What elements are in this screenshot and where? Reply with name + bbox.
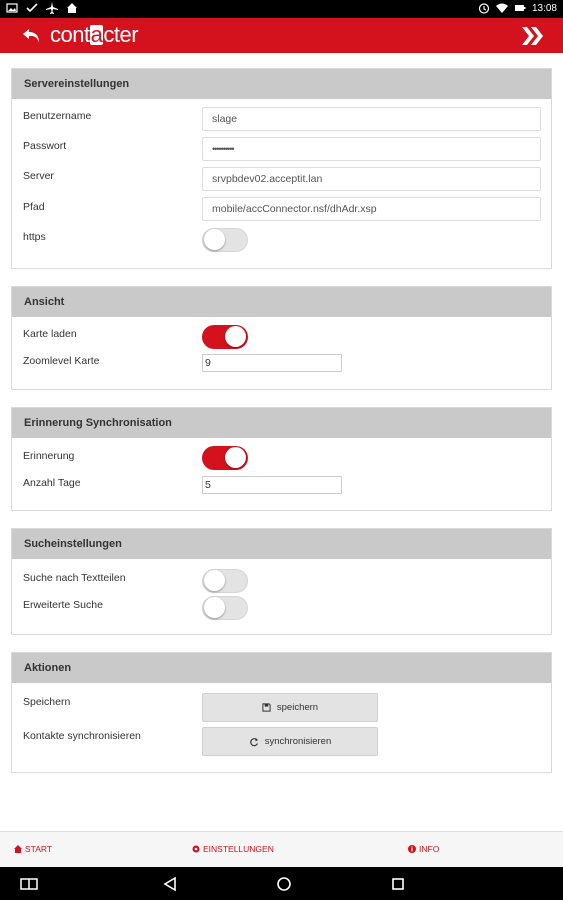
settings-content[interactable] xyxy=(0,53,563,831)
info-icon xyxy=(408,845,416,853)
split-screen-icon[interactable] xyxy=(20,875,38,893)
load-map-toggle[interactable] xyxy=(202,325,248,349)
search-settings-panel xyxy=(11,528,552,635)
https-toggle[interactable] xyxy=(202,228,248,252)
view-panel xyxy=(11,286,552,390)
https-label: https xyxy=(23,231,46,243)
sync-button-label: synchronisieren xyxy=(264,736,332,747)
refresh-icon xyxy=(249,737,259,747)
check-icon xyxy=(26,2,38,14)
partial-search-label: Suche nach Textteilen xyxy=(23,572,126,584)
nav-info[interactable] xyxy=(408,844,439,854)
panel-title: Sucheinstellungen xyxy=(12,529,551,559)
path-field[interactable]: mobile/accConnector.nsf/dhAdr.xsp xyxy=(202,197,541,221)
system-navigation-bar xyxy=(0,867,563,900)
status-time: 13:08 xyxy=(531,2,557,14)
back-triangle-icon[interactable] xyxy=(161,875,179,893)
sync-reminder-panel xyxy=(11,407,552,511)
image-icon xyxy=(6,2,18,14)
status-bar xyxy=(0,0,563,18)
recent-apps-icon[interactable] xyxy=(389,875,407,893)
status-bar-system xyxy=(478,2,557,14)
extended-search-toggle[interactable] xyxy=(202,596,248,620)
reminder-label: Erinnerung xyxy=(23,450,75,462)
load-map-label: Karte laden xyxy=(23,328,77,340)
home-icon xyxy=(66,2,78,14)
partial-search-toggle[interactable] xyxy=(202,569,248,593)
panel-title: Servereinstellungen xyxy=(12,69,551,99)
server-settings-panel xyxy=(11,68,552,269)
nav-start[interactable] xyxy=(14,844,52,854)
password-label: Passwort xyxy=(23,140,67,152)
toggle-knob xyxy=(204,597,225,618)
zoom-level-label: Zoomlevel Karte xyxy=(23,355,100,367)
nav-settings[interactable] xyxy=(192,844,274,854)
extended-search-label: Erweiterte Suche xyxy=(23,599,103,611)
toggle-knob xyxy=(225,447,246,468)
floppy-disk-icon xyxy=(262,703,271,712)
app-bar xyxy=(0,18,563,53)
alarm-icon xyxy=(478,2,490,14)
server-field[interactable]: srvpbdev02.acceptit.lan xyxy=(202,167,541,191)
server-label: Server xyxy=(23,170,54,182)
nav-info-label: INFO xyxy=(419,844,440,854)
app-logo: contacter xyxy=(50,22,139,47)
wifi-icon xyxy=(496,2,508,14)
battery-icon xyxy=(514,2,526,14)
nav-settings-label: EINSTELLUNGEN xyxy=(203,844,274,854)
save-button-label: speichern xyxy=(276,702,319,713)
panel-title: Erinnerung Synchronisation xyxy=(12,408,551,438)
days-count-label: Anzahl Tage xyxy=(23,477,81,489)
sync-contacts-label: Kontakte synchronisieren xyxy=(23,730,141,742)
panel-title: Ansicht xyxy=(12,287,551,317)
username-field[interactable]: slage xyxy=(202,107,541,131)
toggle-knob xyxy=(204,570,225,591)
toggle-knob xyxy=(204,229,225,250)
nav-start-label: START xyxy=(25,844,53,854)
days-count-input[interactable]: 5 xyxy=(202,476,342,494)
sync-button[interactable] xyxy=(202,727,378,756)
save-button[interactable] xyxy=(202,693,378,722)
double-chevron-right-icon[interactable] xyxy=(521,25,545,47)
zoom-level-input[interactable]: 9 xyxy=(202,354,342,372)
gear-icon xyxy=(192,845,200,853)
back-arrow-icon[interactable] xyxy=(20,24,44,48)
home-icon xyxy=(14,845,22,853)
username-label: Benutzername xyxy=(23,110,92,122)
actions-panel xyxy=(11,652,552,773)
status-bar-notifications xyxy=(6,2,78,14)
reminder-toggle[interactable] xyxy=(202,446,248,470)
home-circle-icon[interactable] xyxy=(275,875,293,893)
panel-title: Aktionen xyxy=(12,653,551,683)
toggle-knob xyxy=(225,326,246,347)
path-label: Pfad xyxy=(23,201,45,213)
save-label: Speichern xyxy=(23,696,71,708)
airplane-icon xyxy=(46,2,58,14)
bottom-navigation xyxy=(0,831,563,867)
password-field[interactable]: •••••••••• xyxy=(202,137,541,161)
